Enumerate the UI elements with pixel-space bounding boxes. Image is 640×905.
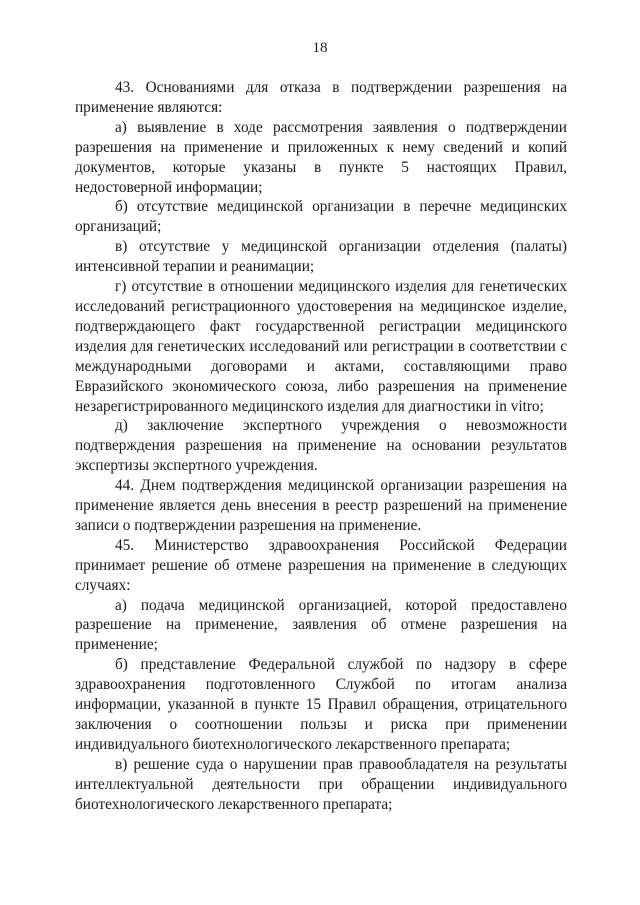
paragraph-44: 44. Днем подтверждения медицинской организации разрешения на применение является день внесения в реестр разрешений на применение записи о подтверждении разрешения на применение. — [75, 477, 567, 534]
paragraph-45: 45. Министерство здравоохранения Российской Федерации принимает решение об отмене разрешения на применение в следующих случаях: — [75, 536, 567, 594]
paragraph-43-a: а) выявление в ходе рассмотрения заявления о подтверждении разрешения на применение и приложенных к нему сведений и копий документов, которые указаны в пункте 5 настоящих Правил, недостоверной информации; — [75, 118, 567, 196]
paragraph-45-v: в) решение суда о нарушении прав правообладателя на результаты интеллектуальной деятельности при обращении индивидуального биотехнологического лекарственного препарата; — [75, 755, 567, 813]
paragraph-43-d: д) заключение экспертного учреждения о невозможности подтверждения разрешения на применение на основании результатов экспертизы экспертного учреждения. — [75, 417, 567, 475]
paragraph-43: 43. Основаниями для отказа в подтверждении разрешения на применение являются: — [75, 79, 567, 116]
paragraph-45-a: а) подача медицинской организацией, которой предоставлено разрешение на применение, заявления об отмене разрешения на применение; — [75, 596, 567, 654]
paragraph-43-b: б) отсутствие медицинской организации в перечне медицинских организаций; — [75, 198, 567, 236]
paragraph-43-g: г) отсутствие в отношении медицинского изделия для генетических исследований регистрационного удостоверения на медицинское изделие, подтверждающего факт государственной регистрации медицинского изделия для генетических исследований или регистрации в соответствии с международными договорами и актами, составляющими право Евразийского экономического союза, либо разрешения на применение незарегистрированного медицинского изделия для диагностики in vitro; — [75, 278, 567, 415]
document-body — [75, 78, 567, 815]
page-number: 18 — [312, 40, 328, 56]
paragraph-45-b: б) представление Федеральной службой по надзору в сфере здравоохранения подготовленного Службой по итогам анализа информации, указанной в пункте 15 Правил обращения, отрицательного заключения о соотношении пользы и риска при применении индивидуального биотехнологического лекарственного препарата; — [75, 656, 567, 753]
paragraph-43-v: в) отсутствие у медицинской организации отделения (палаты) интенсивной терапии и реанимации; — [75, 238, 567, 276]
